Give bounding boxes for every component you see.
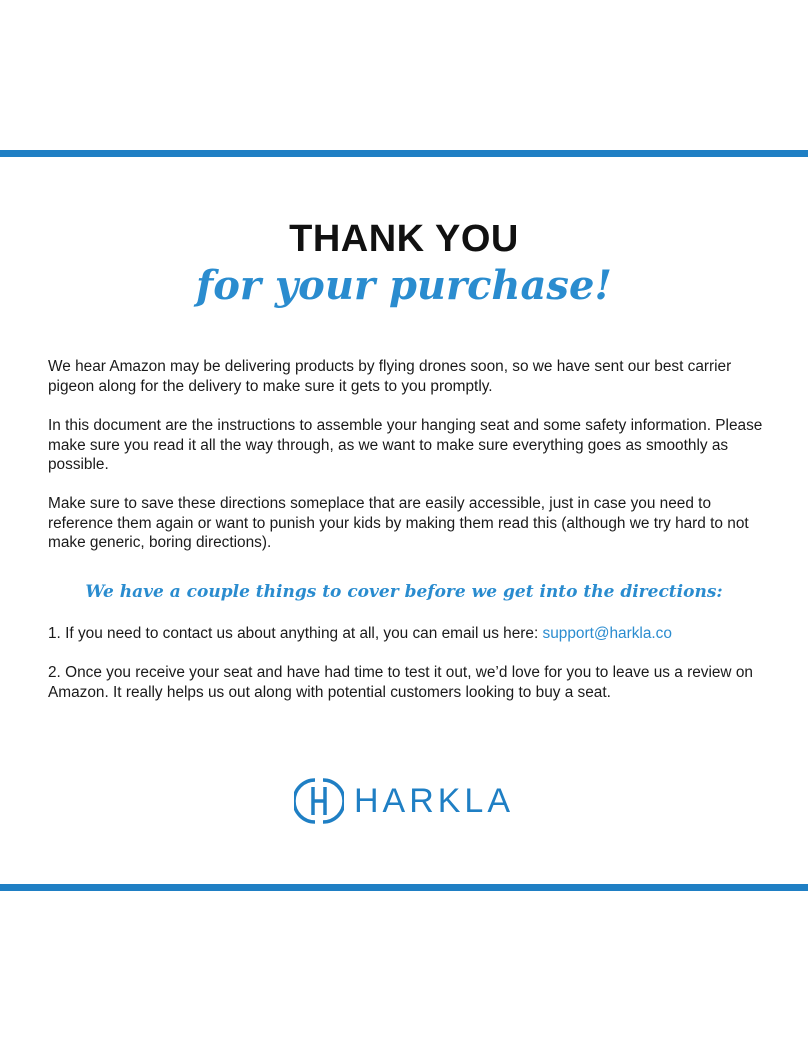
harkla-h-logo-icon xyxy=(294,776,344,826)
paragraph-intro: We hear Amazon may be delivering products by flying drones soon, so we have sent our best carrier pigeon along for the delivery to make sure it gets to you promptly. xyxy=(48,358,732,395)
list-item-contact xyxy=(48,624,768,644)
brand-logo xyxy=(0,776,808,826)
top-divider xyxy=(0,150,808,157)
contact-text: 1. If you need to contact us about anything at all, you can email us here: xyxy=(48,625,543,642)
bottom-divider xyxy=(0,884,808,891)
paragraph-save-directions: Make sure to save these directions someplace that are easily accessible, just in case you need to reference them again or want to punish your kids by making them read this (although we try hard to not make generic, boring directions). xyxy=(48,495,749,551)
page-subtitle: for your purchase! xyxy=(196,262,612,309)
brand-name: HARKLA xyxy=(353,781,515,820)
support-email-link[interactable]: support@harkla.co xyxy=(542,625,672,642)
section-heading: We have a couple things to cover before we get into the directions: xyxy=(85,582,723,602)
paragraph-instructions: In this document are the instructions to assemble your hanging seat and some safety information. Please make sure you read it all the way through, as we want to make sure everything goes as smoothly as possible. xyxy=(48,417,763,473)
page-title: THANK YOU xyxy=(289,218,519,260)
list-item-review: 2. Once you receive your seat and have had time to test it out, we’d love for you to leave us a review on Amazon. It really helps us out along with potential customers looking to buy a seat. xyxy=(48,664,753,701)
